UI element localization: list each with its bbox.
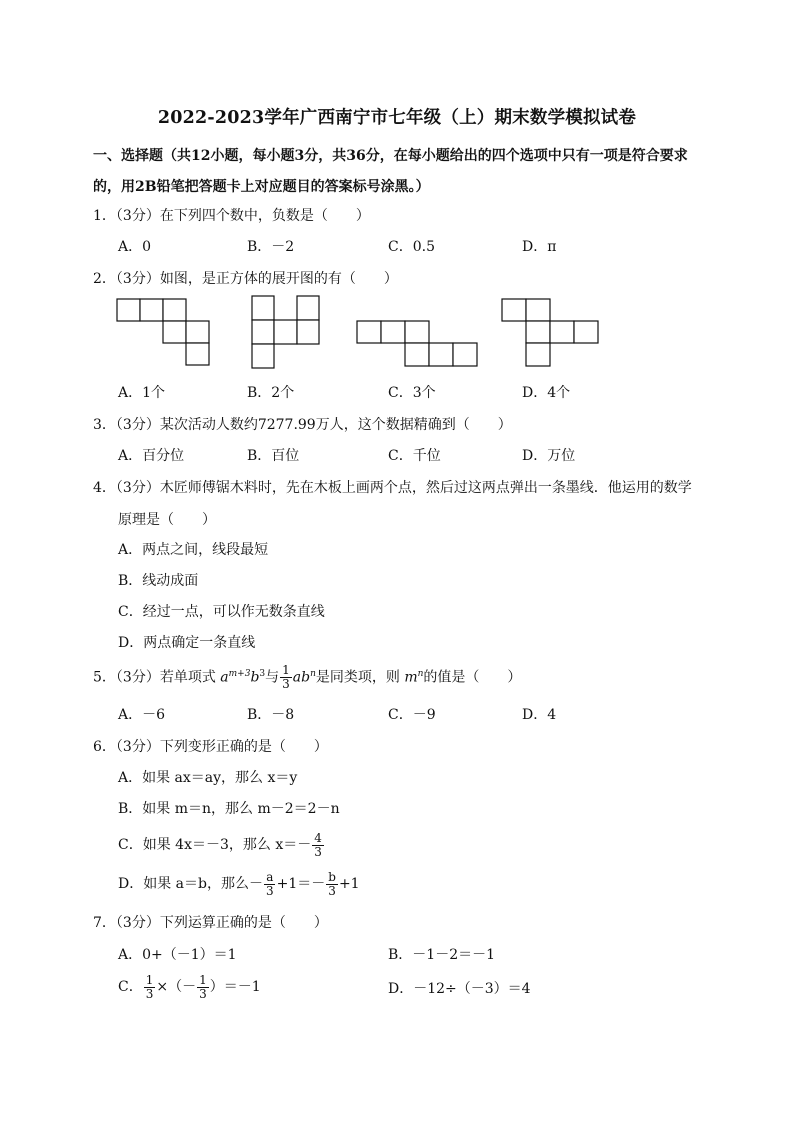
q6-option-d: D．如果 a＝b，那么－ $\frac{a}{3}$ +1＝－ $\frac{b}{3}$ +1 — [118, 869, 360, 898]
q5-var-ab: ab — [292, 669, 311, 686]
cube-net-3 — [357, 321, 477, 366]
q7-option-b: B．－1－2＝－1 — [388, 947, 496, 963]
q5-text-part-4: 的值是（ ） — [423, 669, 522, 686]
q6-option-a: A．如果 ax＝ay，那么 x＝y — [118, 770, 298, 786]
q5-option-d: D．4 — [522, 707, 557, 723]
page-title: 2022-2023学年广西南宁市七年级（上）期末数学模拟试卷 — [157, 108, 637, 128]
q5-text-part-2: 与 — [265, 669, 280, 686]
section-line-2: 的，用2B铅笔把答题卡上对应题目的答案标号涂黑。） — [93, 179, 430, 195]
q3-option-b: B．百位 — [247, 448, 300, 464]
q6d-fraction-a: $\frac{a}{3}$ — [265, 869, 274, 898]
q7-option-d: D．－12÷（－3）＝4 — [388, 981, 531, 997]
q5-var-m: m — [404, 669, 418, 686]
q4-option-c: C．经过一点，可以作无数条直线 — [118, 604, 325, 620]
question-3-stem: 3．（3分）某次活动人数约7277.99万人，这个数据精确到（ ） — [93, 417, 512, 433]
q3-option-c: C．千位 — [388, 448, 441, 464]
cube-net-4 — [502, 299, 598, 366]
q5-text-part-3: 是同类项，则 — [315, 669, 405, 686]
q5-fraction: $\frac{1}{3}$ — [282, 663, 290, 692]
q5-var-a: a — [220, 669, 229, 686]
cube-net-1 — [117, 299, 209, 365]
q3-option-d: D．万位 — [522, 448, 576, 464]
q2-option-c: C．3个 — [388, 385, 436, 401]
q4-option-d: D．两点确定一条直线 — [118, 635, 256, 651]
q5-exp-n: n — [310, 669, 316, 679]
q4-option-a: A．两点之间，线段最短 — [118, 542, 269, 558]
q2-option-b: B．2个 — [247, 385, 295, 401]
q1-option-c: C．0.5 — [388, 239, 435, 255]
question-6-stem: 6．（3分）下列变形正确的是（ ） — [93, 739, 328, 755]
q5-option-b: B．－8 — [247, 707, 295, 723]
question-2-stem: 2．（3分）如图，是正方体的展开图的有（ ） — [93, 271, 398, 287]
q5-exp-3: 3 — [259, 669, 266, 679]
section-line-1: 一、选择题（共12小题，每小题3分，共36分，在每小题给出的四个选项中只有一项是符合要求 — [93, 148, 688, 164]
q5-text-part-1: 5．（3分）若单项式 — [93, 669, 221, 686]
q1-option-b: B．－2 — [247, 239, 295, 255]
q4-option-b: B．线动成面 — [118, 573, 199, 589]
q7-option-a: A．0+（－1）＝1 — [118, 947, 237, 963]
question-4-stem-line-1: 4．（3分）木匠师傅锯木料时，先在木板上画两个点，然后过这两点弹出一条墨线．他运用的数学 — [93, 480, 692, 496]
cube-net-2 — [252, 296, 319, 368]
q7-option-c: C． $\frac{1}{3}$ ×（－ $\frac{1}{3}$ ）＝－1 — [118, 972, 261, 1001]
q5-option-c: C．－9 — [388, 707, 436, 723]
q6-option-c: C．如果 4x＝－3，那么 x＝－ $\frac{4}{3}$ — [118, 830, 322, 859]
q2-option-d: D．4个 — [522, 385, 571, 401]
q6c-fraction: $\frac{4}{3}$ — [314, 830, 322, 859]
question-7-stem: 7．（3分）下列运算正确的是（ ） — [93, 915, 328, 931]
question-5-stem — [93, 659, 521, 693]
q2-option-a: A．1个 — [118, 385, 166, 401]
q5-var-b: b — [250, 669, 260, 686]
q7c-fraction-2: $\frac{1}{3}$ — [199, 972, 207, 1001]
q3-option-a: A．百分位 — [118, 448, 185, 464]
q5-exp-m3: m+3 — [228, 669, 251, 679]
q5-option-a: A．－6 — [118, 707, 166, 723]
q7c-fraction-1: $\frac{1}{3}$ — [145, 972, 154, 1001]
q6d-fraction-b: $\frac{b}{3}$ — [328, 869, 336, 898]
q1-option-d: D．π — [522, 239, 557, 255]
question-4-stem-line-2: 原理是（ ） — [118, 512, 216, 528]
q1-option-a: A．0 — [118, 239, 152, 255]
q5-exp-n2: n — [417, 669, 424, 679]
q6-option-b: B．如果 m＝n，那么 m－2＝2－n — [118, 801, 340, 817]
question-1-stem: 1．（3分）在下列四个数中，负数是（ ） — [93, 208, 370, 224]
